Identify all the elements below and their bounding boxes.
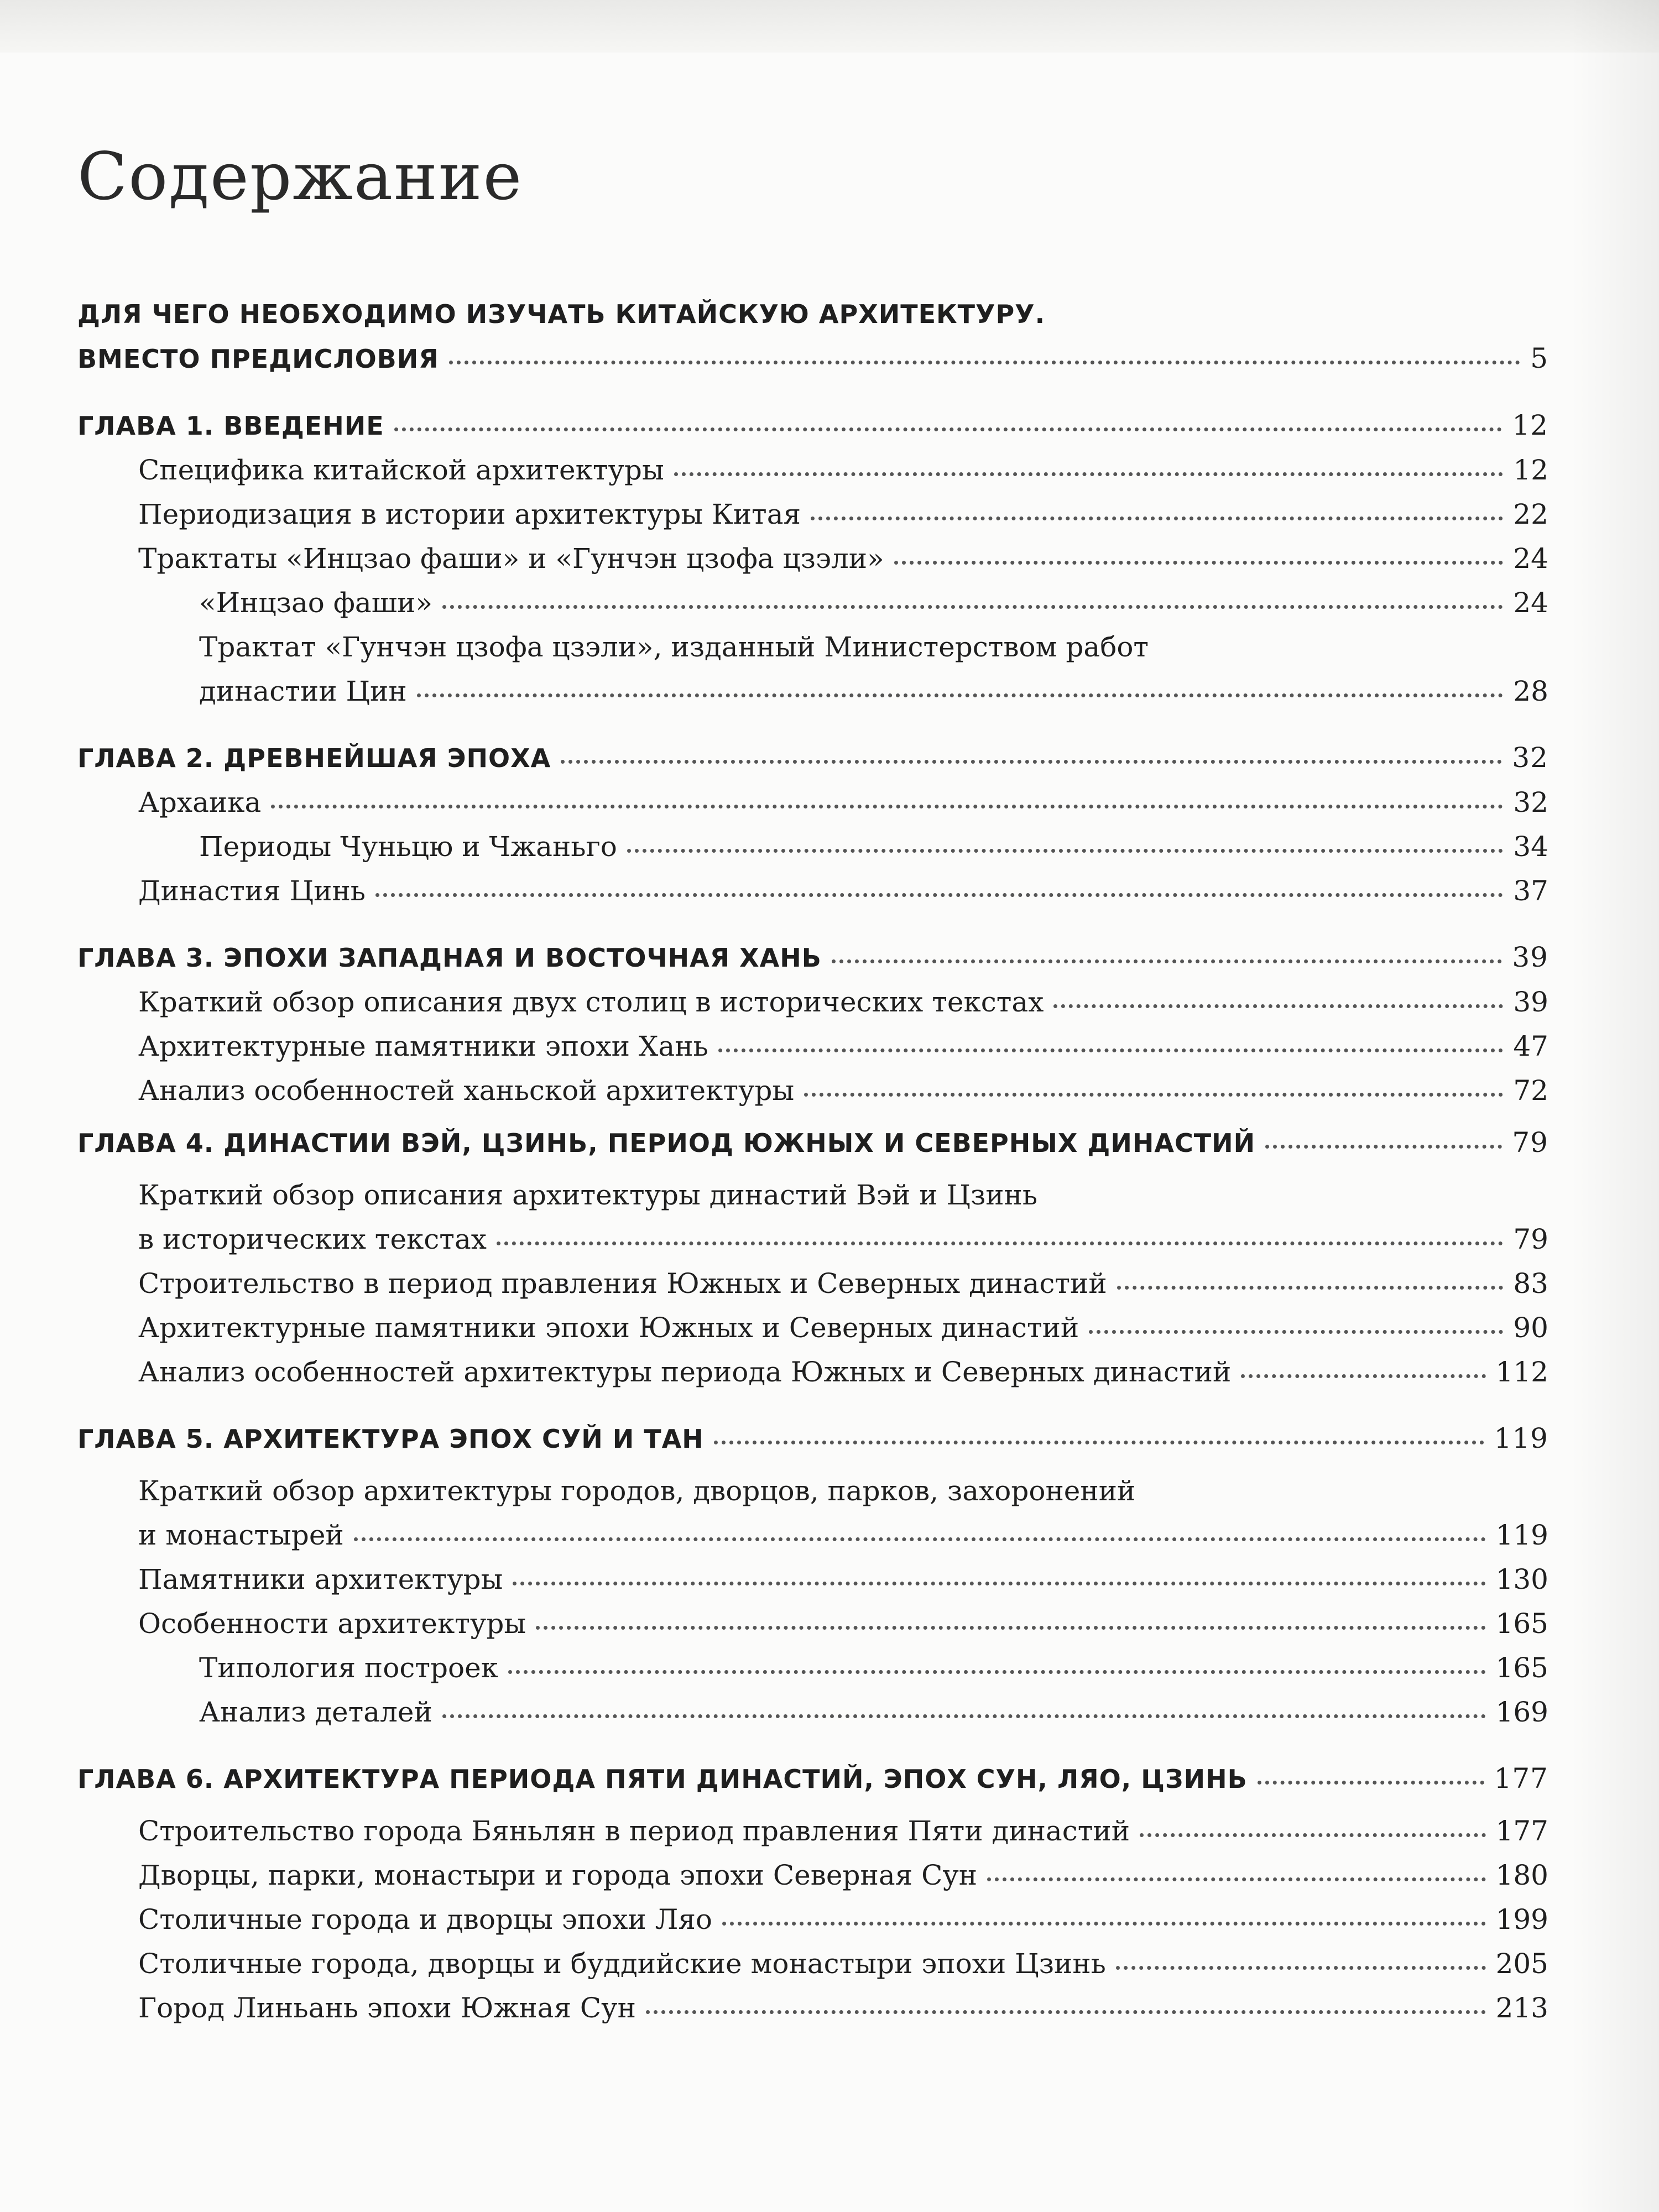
toc-entry[interactable] [77,1068,1548,1113]
page-number: 5 [1530,342,1548,374]
page-number: 32 [1512,742,1548,774]
page-number: 165 [1495,1652,1548,1684]
toc-entry[interactable] [77,1809,1548,1853]
page-number: 90 [1513,1312,1548,1344]
page-number: 119 [1495,1519,1548,1551]
entry-title: Особенности архитектуры [138,1608,526,1640]
leader-dots [394,422,1503,431]
leader-dots [1116,1960,1486,1970]
page-number: 79 [1513,1223,1548,1255]
page-number: 165 [1495,1608,1548,1640]
toc-entry[interactable] [77,1261,1548,1306]
toc-chapter-heading[interactable] [77,935,1548,980]
leader-dots [722,1916,1486,1926]
toc-chapter-1 [77,403,1548,713]
page-number: 32 [1513,786,1548,818]
entry-title-line2: в исторических текстах [138,1223,487,1255]
toc-entry[interactable] [77,1306,1548,1350]
entry-title: Анализ деталей [199,1696,432,1728]
entry-title: Династия Цинь [138,875,366,907]
toc-preface-title-line1: ДЛЯ ЧЕГО НЕОБХОДИМО ИЗУЧАТЬ КИТАЙСКУЮ АРХИТЕКТУРУ. [77,299,1046,329]
toc-entry[interactable] [77,1942,1548,1986]
toc-chapter-heading[interactable] [77,403,1548,448]
page-number: 47 [1513,1030,1548,1062]
toc-entry[interactable] [77,1986,1548,2030]
leader-dots [674,467,1504,476]
leader-dots [646,2005,1486,2014]
entry-title-line2: династии Цин [199,675,407,707]
page-number: 39 [1512,941,1548,973]
toc-entry[interactable] [77,869,1548,913]
toc-chapter-heading[interactable] [77,1416,1548,1461]
toc-entry[interactable] [77,1601,1548,1646]
page-number: 79 [1512,1126,1548,1159]
entry-title: Строительство в период правления Южных и Северных династий [138,1267,1107,1300]
leader-dots [804,1087,1503,1097]
page-edge-shadow [1571,0,1659,2212]
leader-dots [832,954,1503,963]
entry-title: Периодизация в истории архитектуры Китая [138,498,801,530]
entry-title: Анализ особенностей ханьской архитектуры [138,1074,795,1107]
leader-dots [513,1576,1485,1585]
page-number: 24 [1513,542,1548,575]
page-number: 39 [1513,986,1548,1018]
leader-dots [1265,1139,1502,1149]
toc-entry[interactable] [77,1853,1548,1897]
leader-dots [1140,1828,1486,1837]
entry-title-line1[interactable]: Краткий обзор архитектуры городов, дворцов, парков, захоронений [138,1475,1136,1507]
toc-entry[interactable] [77,1897,1548,1942]
table-of-contents [77,138,1548,2030]
toc-entry[interactable] [77,536,1548,581]
toc-chapter-heading[interactable] [77,1120,1548,1165]
leader-dots [417,688,1504,697]
entry-title: Дворцы, парки, монастыри и города эпохи Северная Сун [138,1859,978,1891]
entry-title: Специфика китайской архитектуры [138,454,664,486]
toc-entry[interactable] [77,1646,1548,1690]
chapter-title: ГЛАВА 5. АРХИТЕКТУРА ЭПОХ СУЙ И ТАН [77,1424,704,1454]
leader-dots [449,355,1521,364]
toc-entry[interactable] [77,448,1548,492]
leader-dots [536,1620,1485,1630]
entry-title-line1[interactable]: Трактат «Гунчэн цзофа цзэли», изданный Министерством работ [199,631,1149,663]
leader-dots [1117,1280,1504,1290]
entry-title: Архитектурные памятники эпохи Хань [138,1030,708,1062]
entry-title-line1[interactable]: Краткий обзор описания архитектуры династий Вэй и Цзинь [138,1179,1038,1211]
page-number: 22 [1513,498,1548,530]
leader-dots [1053,999,1503,1008]
leader-dots [987,1872,1485,1881]
toc-entry[interactable] [77,1350,1548,1394]
toc-chapter-2 [77,735,1548,913]
toc-entry[interactable] [77,492,1548,536]
leader-dots [271,799,1503,808]
entry-title: Краткий обзор описания двух столиц в исторических текстах [138,986,1044,1018]
leader-dots [561,754,1502,764]
page-number: 205 [1495,1948,1548,1980]
leader-dots [1258,1775,1484,1785]
entry-title: Периоды Чуньцю и Чжаньго [199,831,617,863]
entry-title: Столичные города и дворцы эпохи Ляо [138,1903,712,1936]
page-number: 130 [1495,1563,1548,1595]
leader-dots [894,555,1504,565]
toc-chapter-4 [77,1120,1548,1394]
page-number: 213 [1495,1992,1548,2024]
leader-dots [1241,1369,1485,1378]
entry-title: Столичные города, дворцы и буддийские монастыри эпохи Цзинь [138,1948,1106,1980]
leader-dots [627,843,1504,853]
toc-entry[interactable] [77,1217,1548,1261]
entry-title: Архитектурные памятники эпохи Южных и Северных династий [138,1312,1079,1344]
page-number: 177 [1495,1815,1548,1847]
chapter-title: ГЛАВА 2. ДРЕВНЕЙШАЯ ЭПОХА [77,743,551,773]
page-number: 37 [1513,875,1548,907]
toc-chapter-6 [77,1756,1548,2030]
leader-dots [811,511,1503,520]
chapter-title: ГЛАВА 6. АРХИТЕКТУРА ПЕРИОДА ПЯТИ ДИНАСТИЙ, ЭПОХ СУН, ЛЯО, ЦЗИНЬ [77,1764,1248,1794]
leader-dots [718,1043,1504,1052]
toc-chapter-heading[interactable] [77,1756,1548,1801]
toc-preface [77,292,1548,381]
toc-chapter-5 [77,1416,1548,1734]
page-title: Содержание [77,138,523,215]
toc-entry[interactable] [77,669,1548,713]
toc-entry[interactable] [77,1513,1548,1557]
page-number: 28 [1513,675,1548,707]
entry-title: Город Линьань эпохи Южная Сун [138,1992,636,2024]
chapter-title: ГЛАВА 3. ЭПОХИ ЗАПАДНАЯ И ВОСТОЧНАЯ ХАНЬ [77,943,822,973]
entry-title: Трактаты «Инцзао фаши» и «Гунчэн цзофа цзэли» [138,542,884,575]
toc-chapter-heading[interactable] [77,735,1548,780]
toc-entry[interactable] [77,1690,1548,1734]
entry-title-line2: и монастырей [138,1519,344,1551]
page-number: 169 [1495,1696,1548,1728]
toc-preface-title-line2: ВМЕСТО ПРЕДИСЛОВИЯ [77,344,439,374]
page-number: 34 [1513,831,1548,863]
page-number: 180 [1495,1859,1548,1891]
page-number: 83 [1513,1267,1548,1300]
page-number: 199 [1495,1903,1548,1936]
page-number: 177 [1494,1762,1548,1794]
page-top-shadow [0,0,1659,53]
toc-chapter-3 [77,935,1548,1113]
page-number: 12 [1512,409,1548,441]
leader-dots [1089,1324,1503,1334]
leader-dots [714,1435,1484,1444]
page-number: 112 [1495,1356,1548,1388]
leader-dots [442,599,1503,609]
toc-entry[interactable] [77,825,1548,869]
page-number: 12 [1513,454,1548,486]
toc-entry[interactable] [77,1557,1548,1601]
page-number: 72 [1513,1074,1548,1107]
toc-entry[interactable] [77,581,1548,625]
chapter-title: ГЛАВА 4. ДИНАСТИИ ВЭЙ, ЦЗИНЬ, ПЕРИОД ЮЖНЫХ И СЕВЕРНЫХ ДИНАСТИЙ [77,1128,1256,1158]
leader-dots [375,888,1503,897]
chapter-title: ГЛАВА 1. ВВЕДЕНИЕ [77,411,384,441]
entry-title: Строительство города Бяньлян в период правления Пяти династий [138,1815,1130,1847]
leader-dots [497,1236,1503,1245]
leader-dots [354,1532,1486,1541]
toc-entry[interactable] [77,980,1548,1024]
leader-dots [508,1665,1486,1674]
entry-title: Типология построек [199,1652,498,1684]
page-number: 119 [1494,1422,1548,1454]
leader-dots [442,1709,1486,1718]
entry-title: Анализ особенностей архитектуры периода Южных и Северных династий [138,1356,1232,1388]
entry-title: Памятники архитектуры [138,1563,503,1595]
toc-entry[interactable] [77,780,1548,825]
toc-entry[interactable] [77,1024,1548,1068]
page-number: 24 [1513,587,1548,619]
entry-title: Архаика [138,786,262,818]
toc-entry[interactable] [77,336,1548,381]
entry-title: «Инцзао фаши» [199,587,433,619]
